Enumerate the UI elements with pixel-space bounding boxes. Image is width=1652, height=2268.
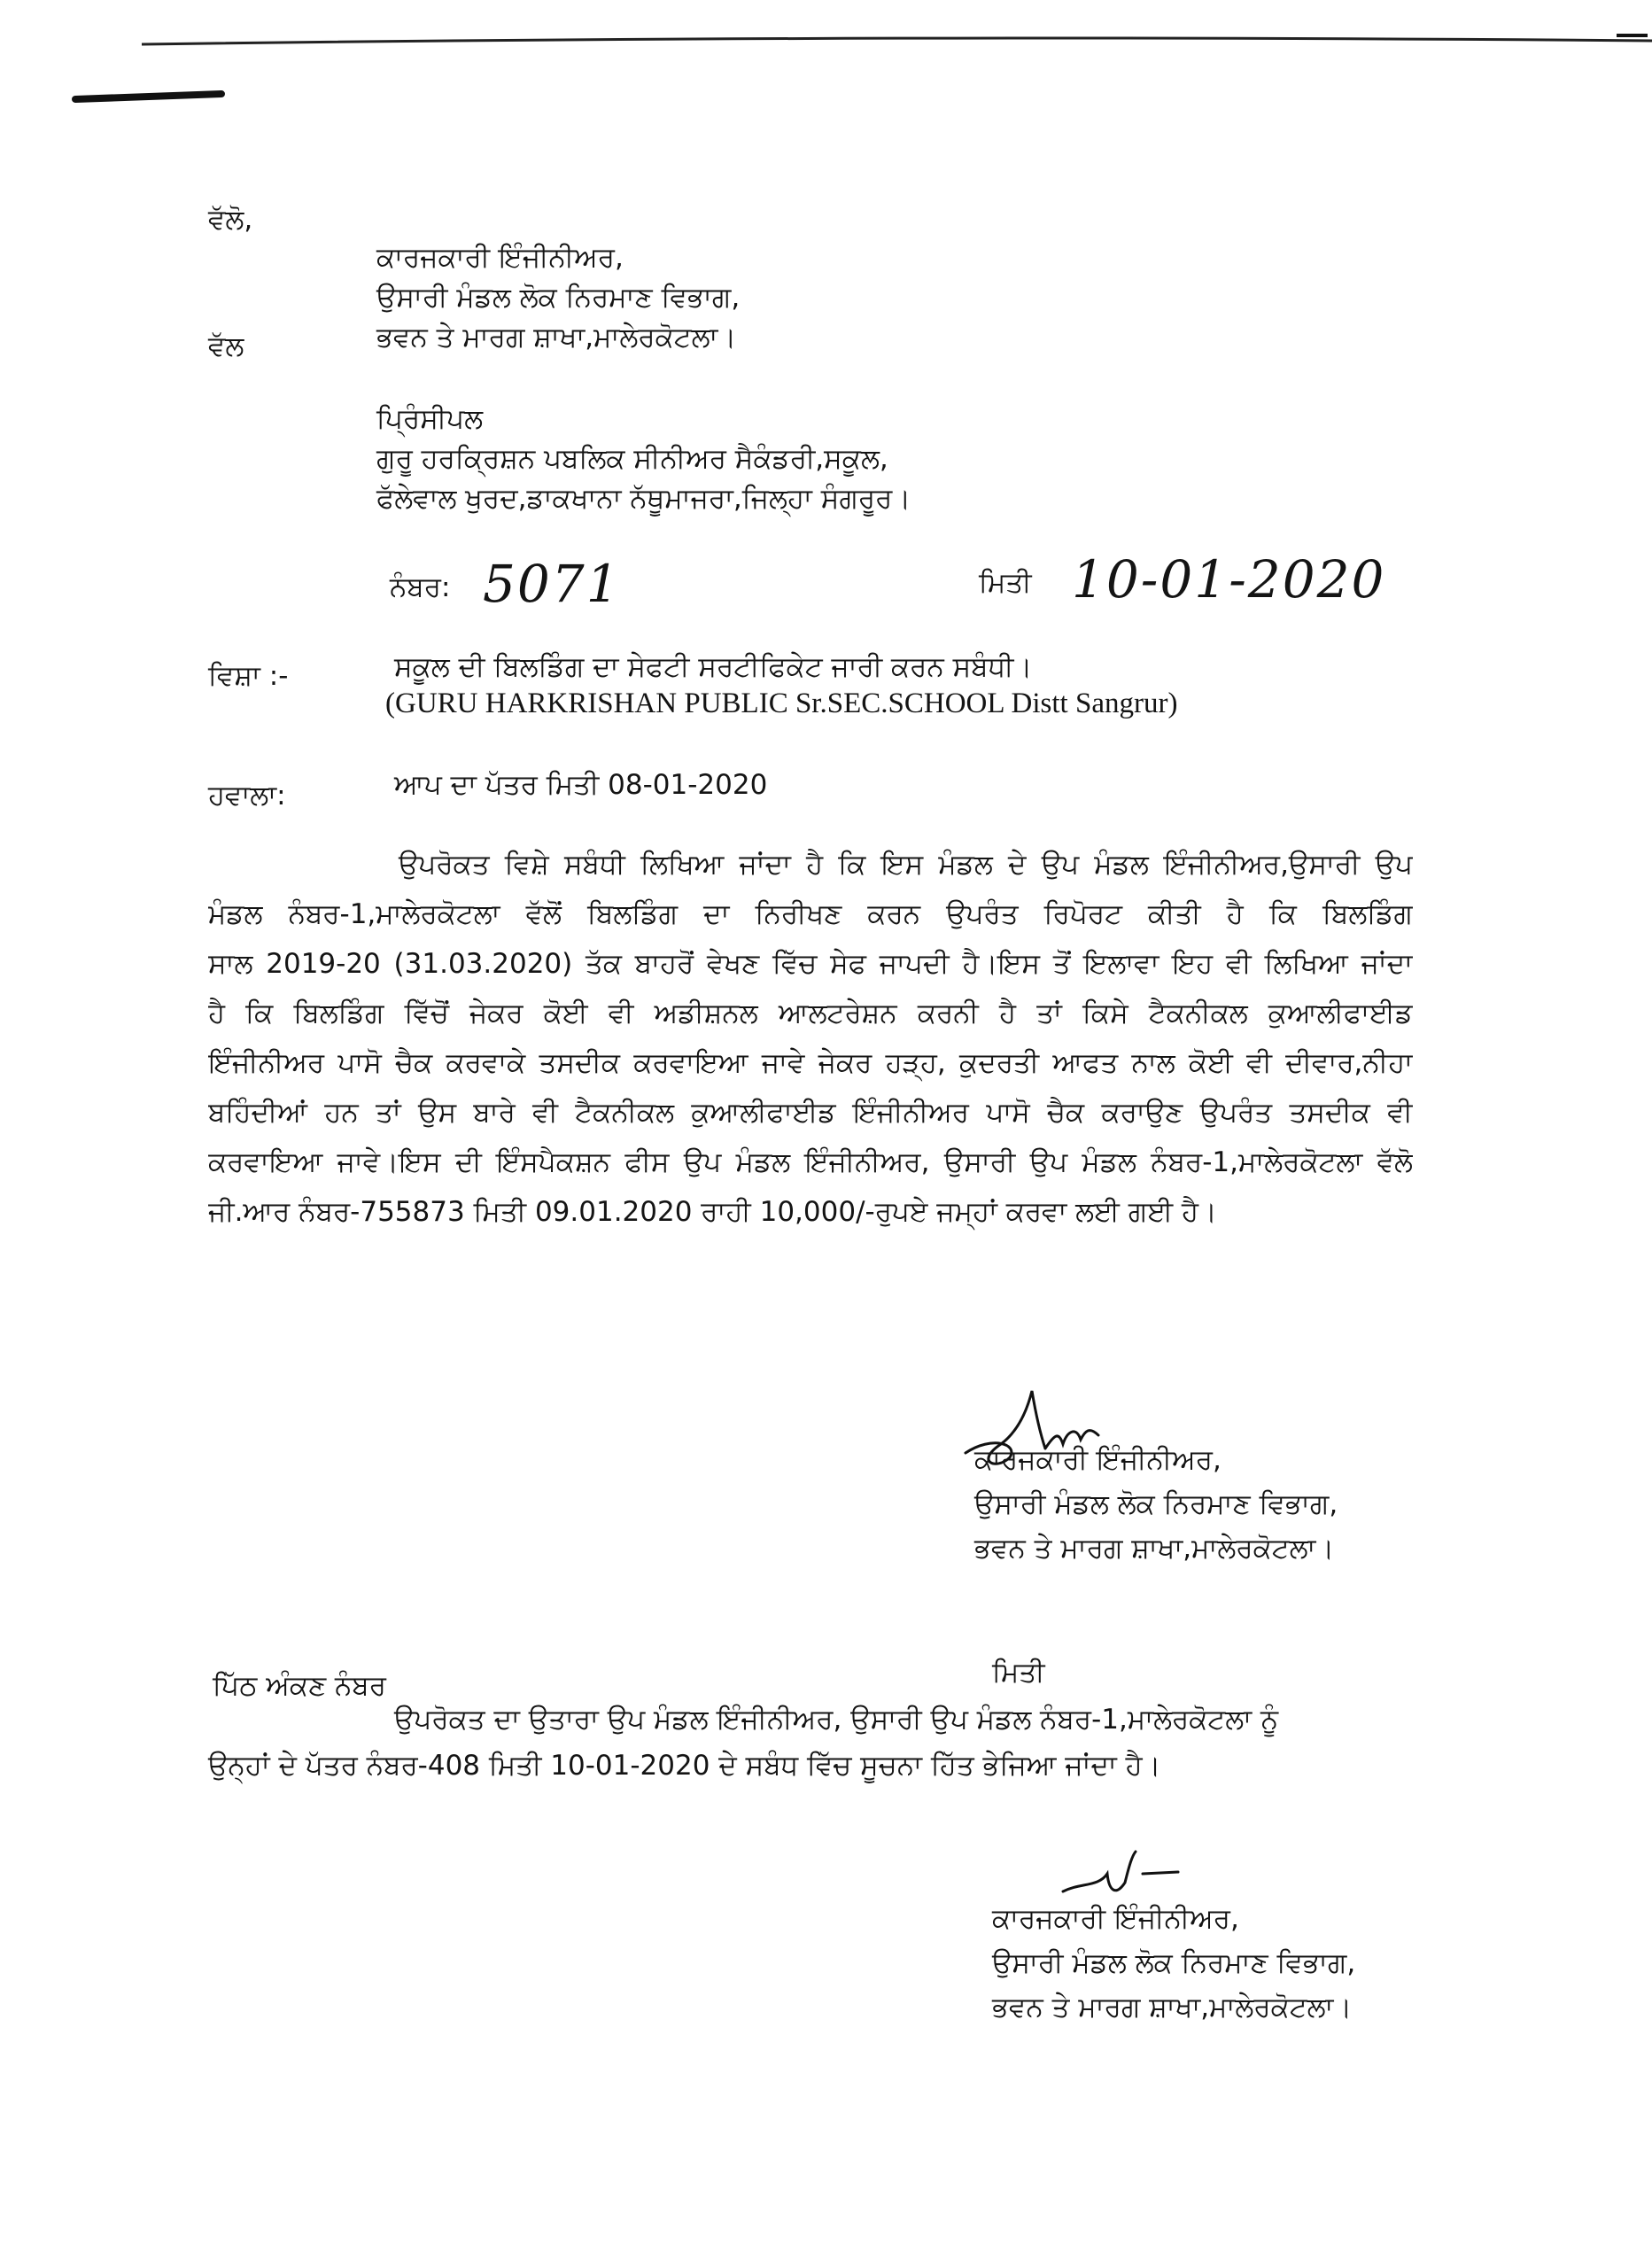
letter-date: 10-01-2020 [1072, 549, 1386, 610]
endorsement-date-label: ਮਿਤੀ [992, 1657, 1045, 1689]
signatory-designation: ਕਾਰਜਕਾਰੀ ਇੰਜੀਨੀਅਰ, [992, 1903, 1239, 1935]
recipient-designation: ਪ੍ਰਿੰਸੀਪਲ [376, 403, 484, 435]
endorsement-number-label: ਪਿੱਠ ਅੰਕਣ ਨੰਬਰ [213, 1670, 386, 1702]
signatory-branch: ਭਵਨ ਤੇ ਮਾਰਗ ਸ਼ਾਖਾ,ਮਾਲੇਰਕੋਟਲਾ। [974, 1533, 1335, 1565]
body-line: ਹੈ ਕਿ ਬਿਲਡਿੰਗ ਵਿੱਚੋਂ ਜੇਕਰ ਕੋਈ ਵੀ ਅਡੀਸ਼ਨਲ ਆਲਟਰੇਸ਼ਨ ਕਰਨੀ ਹੈ ਤਾਂ ਕਿਸੇ ਟੈਕਨੀਕਲ ਕੁਆਲੀਫਾਈਡ [208, 998, 1413, 1029]
reference-label: ਹਵਾਲਾ: [208, 780, 286, 812]
sender-designation: ਕਾਰਜਕਾਰੀ ਇੰਜੀਨੀਅਰ, [376, 242, 624, 274]
body-line: ਜੀ.ਆਰ ਨੰਬਰ-755873 ਮਿਤੀ 09.01.2020 ਰਾਹੀ 10,000/-ਰੁਪਏ ਜਮ੍ਹਾਂ ਕਰਵਾ ਲਈ ਗਈ ਹੈ। [208, 1196, 1217, 1228]
date-label: ਮਿਤੀ [979, 567, 1032, 599]
recipient-address: ਫੱਲੇਵਾਲ ਖੁਰਦ,ਡਾਕਖਾਨਾ ਨੱਥੂਮਾਜਰਾ,ਜਿਲ੍ਹਾ ਸੰਗਰੂਰ। [376, 483, 911, 515]
body-line: ਮੰਡਲ ਨੰਬਰ-1,ਮਾਲੇਰਕੋਟਲਾ ਵੱਲੋਂ ਬਿਲਡਿੰਗ ਦਾ ਨਿਰੀਖਣ ਕਰਨ ਉਪਰੰਤ ਰਿਪੋਰਟ ਕੀਤੀ ਹੈ ਕਿ ਬਿਲਡਿੰਗ [208, 898, 1413, 930]
endorsement-line: ਉਨ੍ਹਾਂ ਦੇ ਪੱਤਰ ਨੰਬਰ-408 ਮਿਤੀ 10-01-2020 ਦੇ ਸਬੰਧ ਵਿੱਚ ਸੂਚਨਾ ਹਿੱਤ ਭੇਜਿਆ ਜਾਂਦਾ ਹੈ। [208, 1750, 1161, 1782]
endorsement-line: ਉਪਰੋਕਤ ਦਾ ਉਤਾਰਾ ਉਪ ਮੰਡਲ ਇੰਜੀਨੀਅਰ, ਉਸਾਰੀ ਉਪ ਮੰਡਲ ਨੰਬਰ-1,ਮਾਲੇਰਕੋਟਲਾ ਨੂੰ [394, 1704, 1279, 1736]
sender-branch: ਭਵਨ ਤੇ ਮਾਰਗ ਸ਼ਾਖਾ,ਮਾਲੇਰਕੋਟਲਾ। [376, 322, 737, 353]
body-line: ਬਹਿੰਦੀਆਂ ਹਨ ਤਾਂ ਉਸ ਬਾਰੇ ਵੀ ਟੈਕਨੀਕਲ ਕੁਆਲੀਫਾਈਡ ਇੰਜੀਨੀਅਰ ਪਾਸੋ ਚੈਕ ਕਰਾਉਣ ਉਪਰੰਤ ਤਸਦੀਕ ਵੀ [208, 1097, 1413, 1129]
reference-text: ਆਪ ਦਾ ਪੱਤਰ ਮਿਤੀ 08-01-2020 [394, 769, 768, 801]
letter-number: 5071 [483, 554, 621, 614]
subject-school-name: (GURU HARKRISHAN PUBLIC Sr.SEC.SCHOOL Distt Sangrur) [385, 687, 1178, 719]
body-paragraph [208, 840, 1413, 1237]
body-line: ਸਾਲ 2019-20 (31.03.2020) ਤੱਕ ਬਾਹਰੋਂ ਵੇਖਣ ਵਿੱਚ ਸੇਫ ਜਾਪਦੀ ਹੈ।ਇਸ ਤੋਂ ਇਲਾਵਾ ਇਹ ਵੀ ਲਿਖਿਆ ਜਾਂਦਾ [208, 948, 1413, 980]
recipient-school: ਗੁਰੂ ਹਰਕ੍ਰਿਸ਼ਨ ਪਬਲਿਕ ਸੀਨੀਅਰ ਸੈਕੰਡਰੀ,ਸਕੂਲ, [376, 443, 888, 475]
number-label: ਨੰਬਰ: [390, 571, 451, 603]
signatory-designation: ਕਾਰਜਕਾਰੀ ਇੰਜੀਨੀਅਰ, [974, 1444, 1222, 1476]
to-label: ਵੱਲ [208, 330, 244, 362]
signatory-branch: ਭਵਨ ਤੇ ਮਾਰਗ ਸ਼ਾਖਾ,ਮਾਲੇਰਕੋਟਲਾ। [992, 1992, 1353, 2023]
sender-office: ਉਸਾਰੀ ਮੰਡਲ ਲੋਕ ਨਿਰਮਾਣ ਵਿਭਾਗ, [376, 282, 741, 314]
scan-edge-line [0, 0, 1652, 124]
body-line: ਉਪਰੋਕਤ ਵਿਸ਼ੇ ਸਬੰਧੀ ਲਿਖਿਆ ਜਾਂਦਾ ਹੈ ਕਿ ਇਸ ਮੰਡਲ ਦੇ ਉਪ ਮੰਡਲ ਇੰਜੀਨੀਅਰ,ਉਸਾਰੀ ਉਪ [399, 849, 1413, 881]
subject-label: ਵਿਸ਼ਾ :- [208, 660, 289, 692]
signatory-office: ਉਸਾਰੀ ਮੰਡਲ ਲੋਕ ਨਿਰਮਾਣ ਵਿਭਾਗ, [992, 1947, 1356, 1979]
signatory-office: ਉਸਾਰੀ ਮੰਡਲ ਲੋਕ ਨਿਰਮਾਣ ਵਿਭਾਗ, [974, 1488, 1338, 1520]
body-line: ਇੰਜੀਨੀਅਰ ਪਾਸੋ ਚੈਕ ਕਰਵਾਕੇ ਤਸਦੀਕ ਕਰਵਾਇਆ ਜਾਵੇ ਜੇਕਰ ਹੜ੍ਹ, ਕੁਦਰਤੀ ਆਫਤ ਨਾਲ ਕੋਈ ਵੀ ਦੀਵਾਰ,ਨੀਹਾ [208, 1047, 1413, 1079]
body-line: ਕਰਵਾਇਆ ਜਾਵੇ।ਇਸ ਦੀ ਇੰਸਪੈਕਸ਼ਨ ਫੀਸ ਉਪ ਮੰਡਲ ਇੰਜੀਨੀਅਰ, ਉਸਾਰੀ ਉਪ ਮੰਡਲ ਨੰਬਰ-1,ਮਾਲੇਰਕੋਟਲਾ ਵੱਲੋ [208, 1146, 1413, 1178]
subject-line: ਸਕੂਲ ਦੀ ਬਿਲਡਿੰਗ ਦਾ ਸੇਫਟੀ ਸਰਟੀਫਿਕੇਟ ਜਾਰੀ ਕਰਨ ਸਬੰਧੀ। [394, 651, 1033, 683]
from-label: ਵੱਲੋ, [208, 204, 253, 236]
